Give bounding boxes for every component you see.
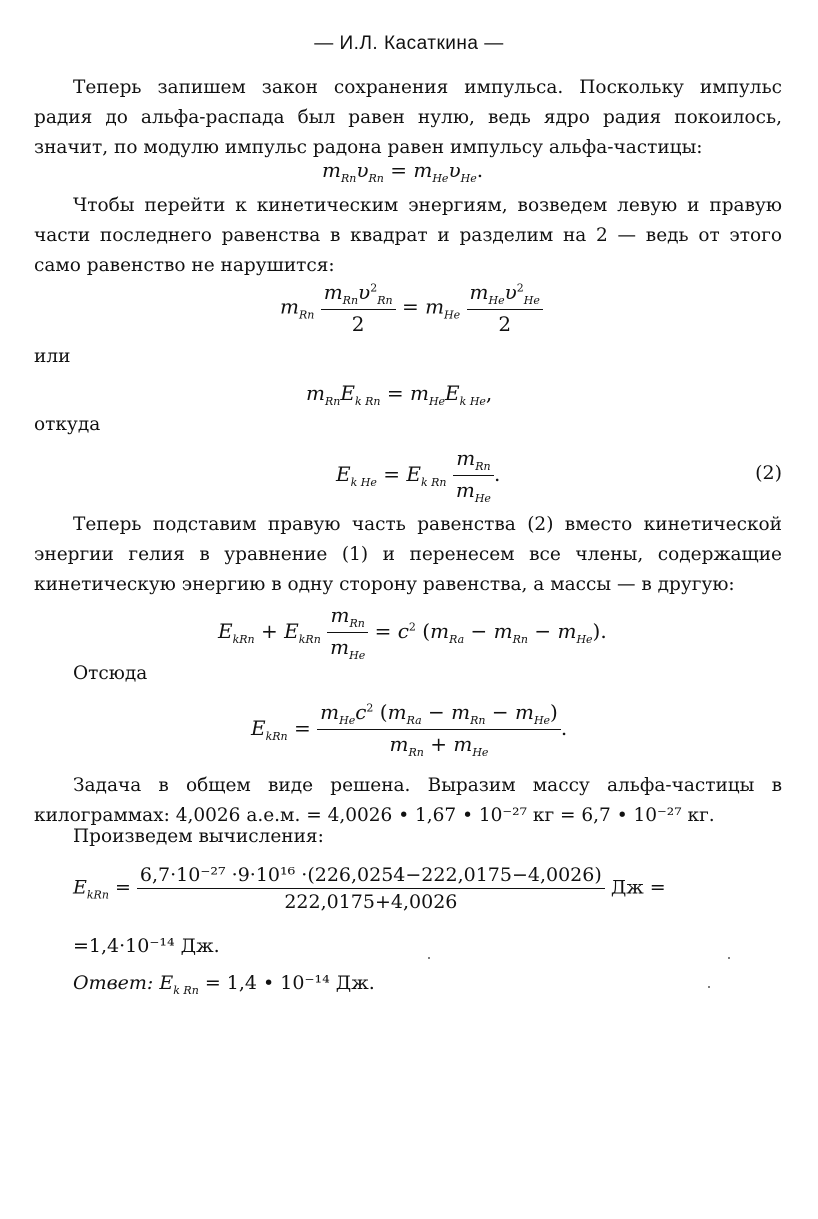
scan-speck	[728, 957, 730, 959]
equation-momentum: $m_{Rn}\upsilon_{Rn} = m_{He}\upsilon_{He}$.	[322, 158, 484, 185]
equation-numeric: $E_{kRn}$ = $\frac{\text{6,7·10⁻²⁷ ·9·10¹⁶ ·(226,0254−222,0175−4,0026)}}{222,0175+4,0026}$ Дж =	[73, 864, 666, 913]
word-otsyuda: Отсюда	[73, 663, 148, 684]
calc-result: =1,4·10⁻¹⁴ Дж.	[73, 935, 220, 957]
paragraph-momentum: Теперь запишем закон сохранения импульса. Поскольку импульс радия до альфа-распада был равен нулю, ведь ядро радия покоилось, значит, по модулю импульс радона равен импульсу альфа-частицы:	[34, 77, 782, 158]
calc-heading: Произведем вычисления:	[73, 826, 324, 847]
paragraph-substitute: Теперь подставим правую часть равенства (2) вместо кинетической энергии гелия в уравнение (1) и перенесем все члены, содержащие кинетическую энергию в одну сторону равенства, а массы — в другую:	[34, 514, 782, 595]
equation-squared: $m_{Rn}$ $\frac{m_{Rn}\upsilon^2_{Rn}}{2}$ = $m_{He}$ $\frac{m_{He}\upsilon^2_{He}}{2}$	[280, 280, 543, 336]
running-header: — И.Л. Касаткина —	[314, 33, 504, 54]
paragraph-mass-conversion: Задача в общем виде решена. Выразим массу альфа-частицы в килограммах: 4,0026 а.е.м. = 4,0026 • 1,67 • 10⁻²⁷ кг = 6,7 • 10⁻²⁷ кг.	[34, 775, 782, 826]
answer-value: = 1,4 • 10⁻¹⁴ Дж.	[204, 972, 375, 994]
paragraph-kinetic: Чтобы перейти к кинетическим энергиям, возведем левую и правую части последнего равенства в квадрат и разделим на 2 — ведь от этого само равенство не нарушится:	[34, 195, 782, 276]
equation-number: (2)	[755, 462, 782, 484]
answer-label: Ответ:	[73, 972, 154, 994]
equation-energy-balance: $E_{kRn} + E_{kRn}$ $\frac{m_{Rn}}{m_{He}}$ = $c^2$ $(m_{Ra} - m_{Rn} - m_{He})$.	[218, 603, 607, 662]
calc-numerator: 6,7·10⁻²⁷ ·9·10¹⁶ ·(226,0254−222,0175−4,0026)	[137, 864, 605, 889]
calc-denominator: 222,0175+4,0026	[284, 891, 458, 913]
scan-speck	[708, 986, 710, 988]
word-ili: или	[34, 346, 71, 367]
equation-2: $E_{k He} = E_{k Rn}$ $\frac{m_{Rn}}{m_{He}}$ .	[336, 446, 501, 505]
equation-general-solution: $E_{kRn}$ = $\frac{m_{He}c^2 (m_{Ra} - m_{Rn} - m_{He})}{m_{Rn} + m_{He}}$ .	[251, 700, 568, 759]
scan-speck	[428, 957, 430, 959]
word-otkuda: откуда	[34, 414, 101, 435]
answer-line: Ответ: $E_{k Rn} = 1,4$ • 10⁻¹⁴ Дж.	[73, 972, 375, 997]
calc-unit: Дж =	[610, 876, 666, 899]
equation-energy-product: $m_{Rn}E_{k Rn} = m_{He}E_{k He}$,	[306, 381, 493, 408]
